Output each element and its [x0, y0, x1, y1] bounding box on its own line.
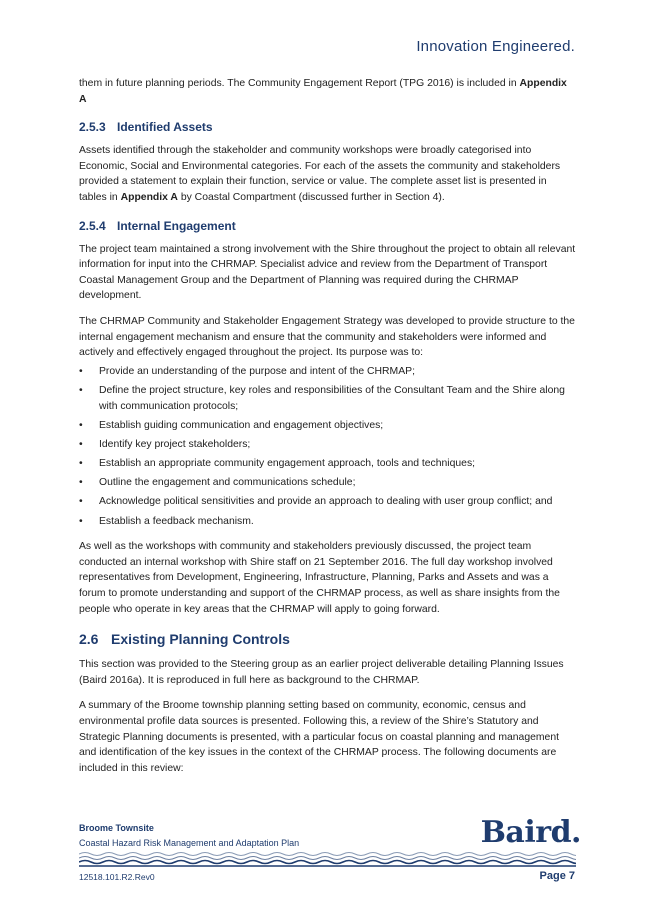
section-heading-2-5-4: 2.5.4 Internal Engagement [79, 218, 236, 233]
appendix-ref: Appendix A [79, 78, 567, 105]
assets-paragraph: Assets identified through the stakeholder and community workshops were broadly categorised into Economic, Social and Environmental categories. For each of the assets the community and stakeholders provided a statement to explain their function, service or value. The complete asset list is presented in tables in Appendix A by Coastal Compartment (discussed further in Section 4). [79, 145, 561, 203]
header-tagline: Innovation Engineered. [416, 38, 575, 55]
internal-paragraph-1: The project team maintained a strong involvement with the Shire throughout the project to obtain all relevant information for input into the CHRMAP. Specialist advice and review from the Department of Transport Coastal Management Group and the Department of Planning was required during the CHRMAP development. [79, 243, 576, 302]
baird-logo: Baird. [480, 815, 581, 850]
document-reference: 12518.101.R2.Rev0 [79, 872, 155, 882]
internal-paragraph-2: The CHRMAP Community and Stakeholder Engagement Strategy was developed to provide structure to the internal engagement mechanism and ensure that the community and stakeholders were informed and actively and effectively engaged throughout the project. Its purpose was to: [79, 315, 575, 359]
planning-paragraph-2: A summary of the Broome township planning setting based on community, economic, census and environmental profile data sources is presented. Following this, a review of the Shire’s Statutory and Strategic Planning documents is presented, with a particular focus on coastal planning and management and identification of the key issues in the context of the CHRMAP process. The following documents are included in this review: [79, 700, 559, 774]
list-item: • Identify key project stakeholders; [79, 437, 576, 453]
internal-paragraph-3: As well as the workshops with community and stakeholders previously discussed, the project team conducted an internal workshop with Shire staff on 21 September 2016. The full day workshop involved representatives from Development, Engineering, Infrastructure, Planning, Parks and Assets and was a forum to promote understanding and support of the CHRMAP process, as well as share insights from the people who operate in key areas that the CHRMAP will apply to going forward. [79, 541, 560, 615]
planning-paragraph-1: This section was provided to the Steering group as an earlier project deliverable detailing Planning Issues (Baird 2016a). It is reproduced in full here as background to the CHRMAP. [79, 659, 564, 686]
section-heading-2-6: 2.6 Existing Planning Controls [79, 631, 290, 648]
list-item: • Outline the engagement and communications schedule; [79, 475, 576, 491]
section-heading-2-5-3: 2.5.3 Identified Assets [79, 120, 213, 135]
list-item: • Establish a feedback mechanism. [79, 514, 576, 530]
list-item: • Define the project structure, key roles and responsibilities of the Consultant Team and the Shire along with communication protocols; [79, 383, 576, 414]
list-item: • Establish guiding communication and engagement objectives; [79, 418, 576, 434]
document-body [79, 76, 576, 786]
page-number: Page 7 [539, 870, 575, 882]
footer-title: Broome Townsite [79, 823, 154, 833]
list-item: • Provide an understanding of the purpose and intent of the CHRMAP; [79, 364, 576, 380]
list-item: • Acknowledge political sensitivities and provide an approach to dealing with user group conflict; and [79, 494, 576, 510]
purpose-list [79, 364, 576, 530]
intro-paragraph: them in future planning periods. The Community Engagement Report (TPG 2016) is included in Appendix A [79, 78, 567, 105]
list-item: • Establish an appropriate community engagement approach, tools and techniques; [79, 456, 576, 472]
footer-subtitle: Coastal Hazard Risk Management and Adaptation Plan [79, 838, 300, 848]
wave-divider-icon [79, 850, 576, 868]
